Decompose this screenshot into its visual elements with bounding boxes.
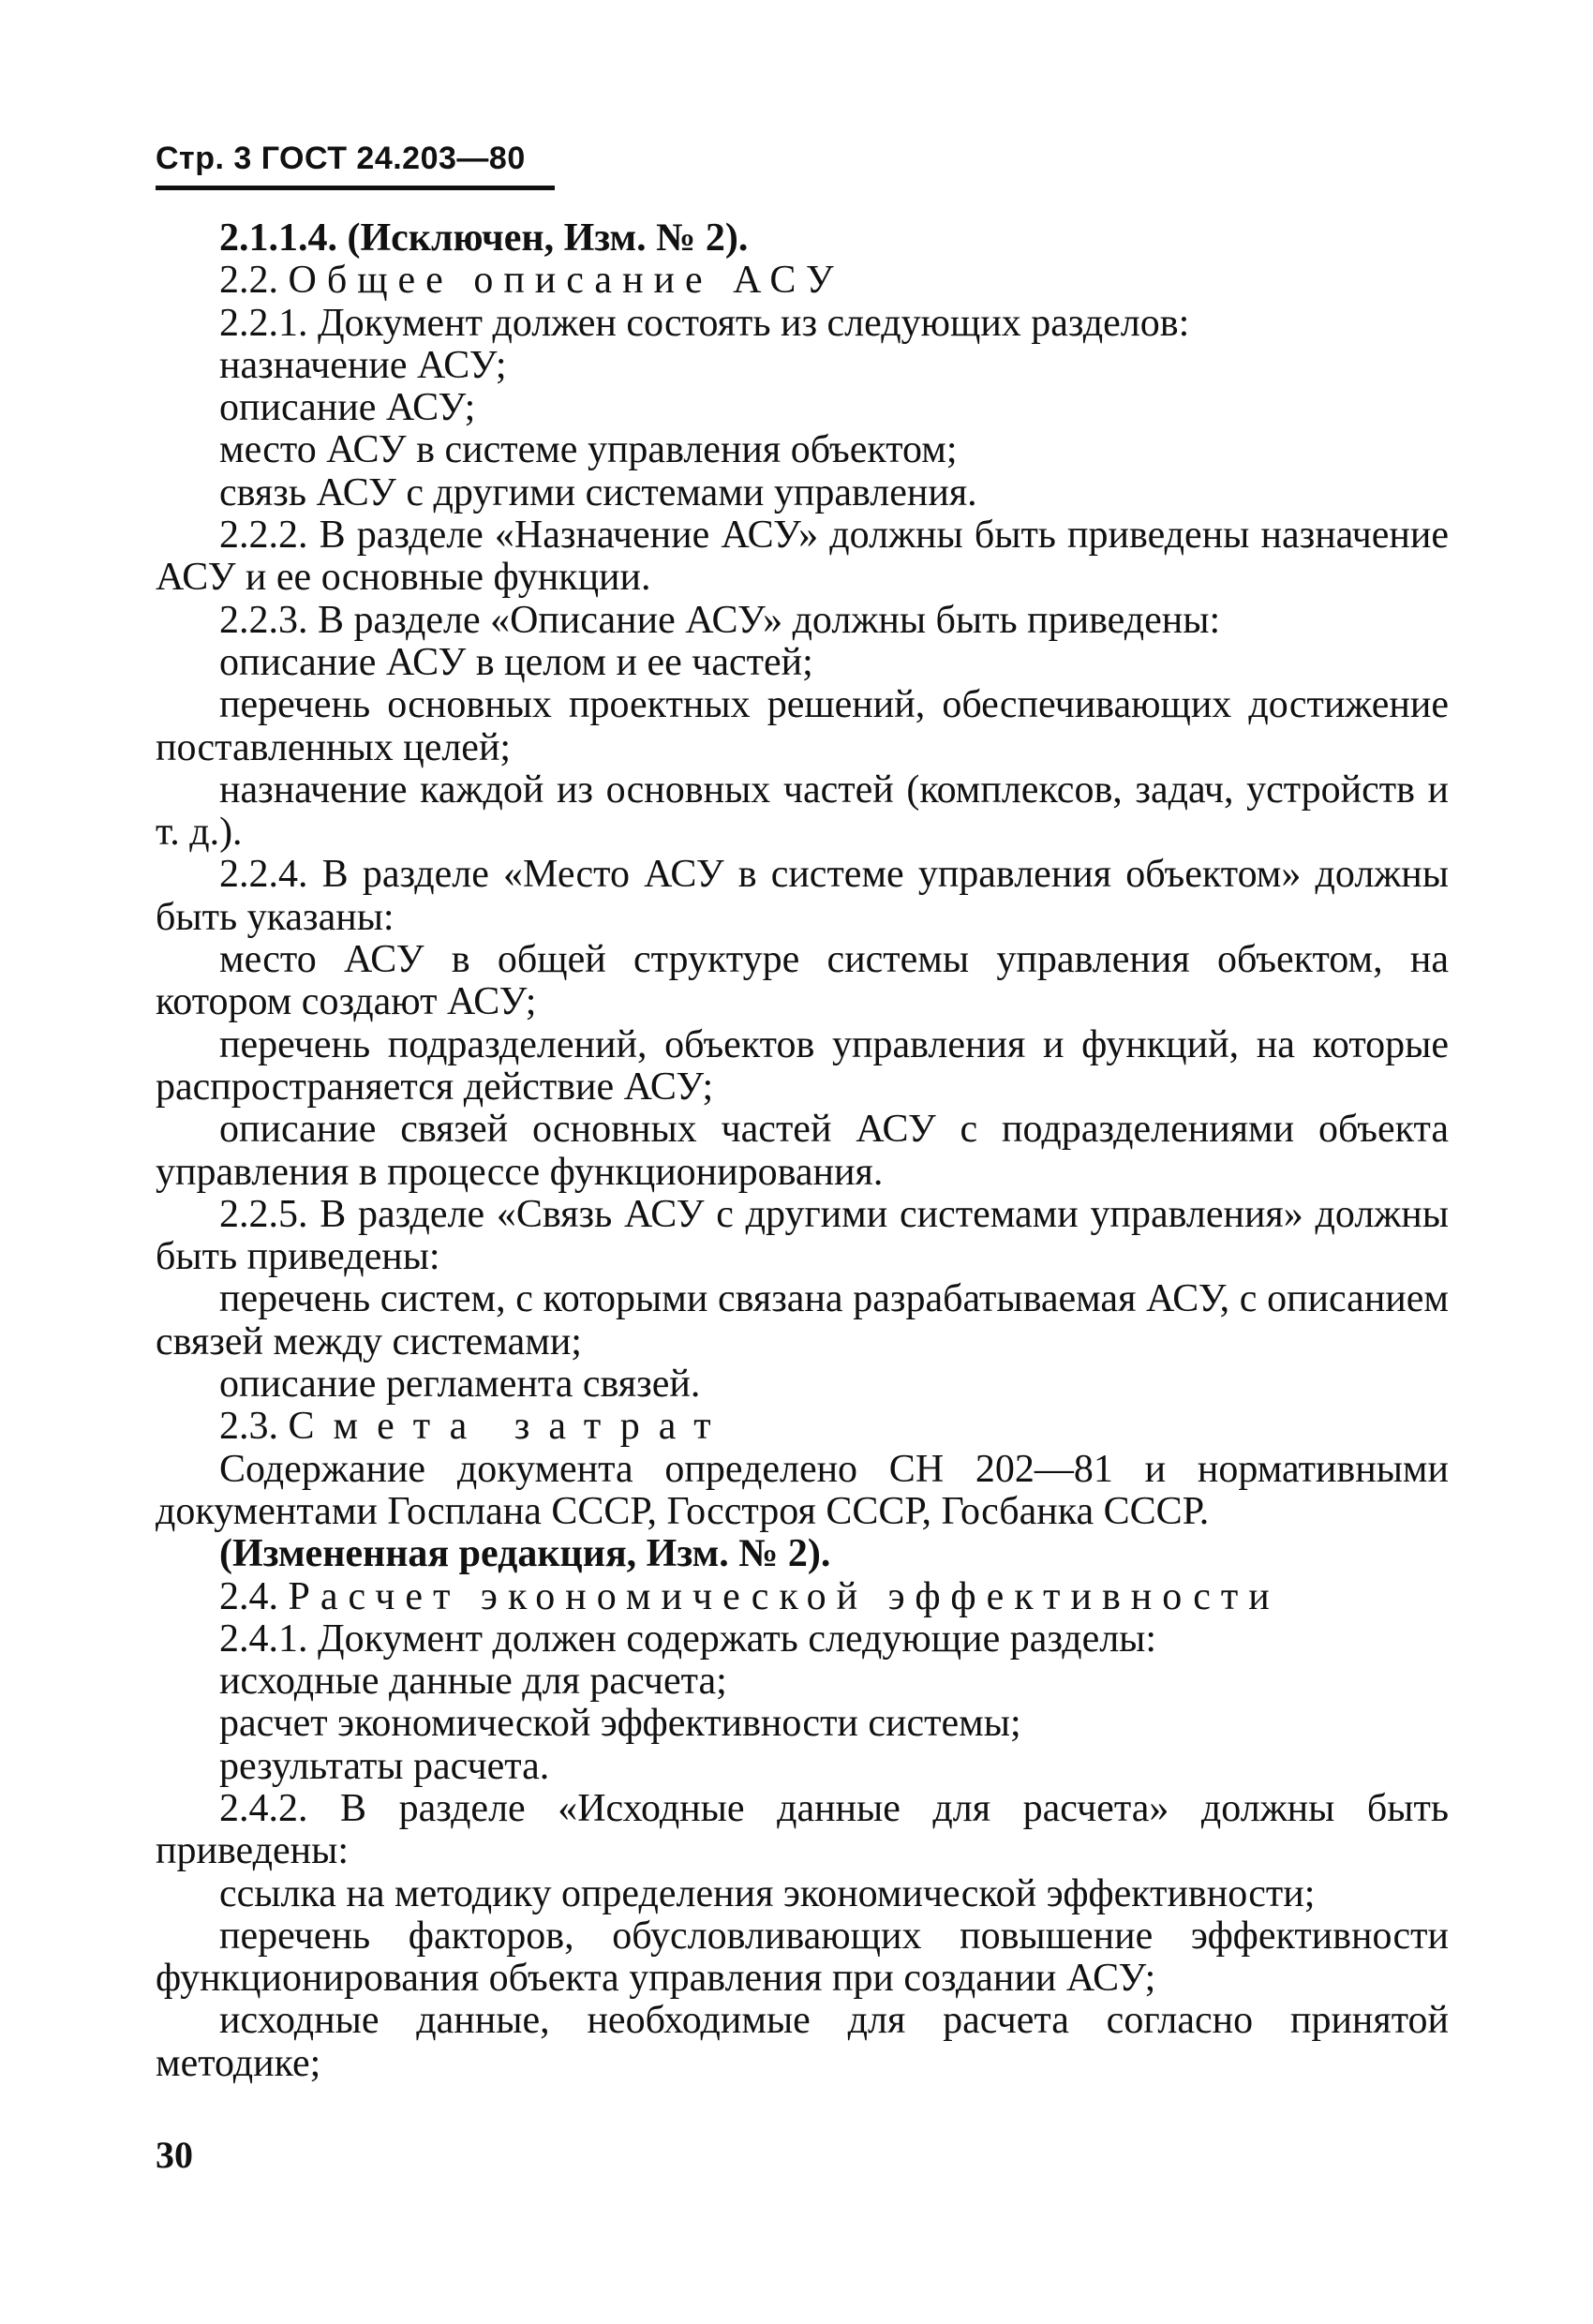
list-item: описание АСУ в целом и ее частей;	[219, 640, 813, 684]
paragraph: 2.2.2. В разделе «Назначение АСУ» должны быть приведены назначение АСУ и ее основные функции.	[156, 514, 1449, 600]
paragraph: 2.2.1. Документ должен состоять из следующих разделов:	[219, 301, 1190, 345]
paragraph: 2.2.3. В разделе «Описание АСУ» должны быть приведены:	[219, 598, 1221, 642]
list-item: место АСУ в системе управления объектом;	[219, 428, 958, 472]
paragraph: 2.4.2. В разделе «Исходные данные для расчета» должны быть приведены:	[156, 1786, 1449, 1873]
running-header: Стр. 3 ГОСТ 24.203—80	[156, 141, 526, 176]
paragraph: 2.2.5. В разделе «Связь АСУ с другими системами управления» должны быть приведены:	[156, 1192, 1449, 1279]
list-item: описание связей основных частей АСУ с подразделениями объекта управления в процессе функционирования.	[156, 1108, 1449, 1194]
list-item: перечень систем, с которыми связана разрабатываемая АСУ, с описанием связей между системами;	[156, 1277, 1449, 1363]
list-item: перечень основных проектных решений, обеспечивающих достижение поставленных целей;	[156, 683, 1449, 769]
paragraph: Содержание документа определено СН 202—81 и нормативными документами Госплана СССР, Госстроя СССР, Госбанка СССР.	[156, 1447, 1449, 1533]
list-item: ссылка на методику определения экономической эффективности;	[219, 1871, 1316, 1915]
list-item: назначение АСУ;	[219, 343, 507, 387]
header-rule	[156, 186, 555, 190]
section-heading-2-3: 2.3. Смета затрат	[219, 1405, 730, 1449]
list-item: перечень факторов, обусловливающих повышение эффективности функционирования объекта управления при создании АСУ;	[156, 1914, 1449, 2001]
list-item: описание АСУ;	[219, 386, 476, 430]
section-heading-2-2: 2.2. Общее описание АСУ	[219, 259, 844, 303]
list-item: назначение каждой из основных частей (комплексов, задач, устройств и т. д.).	[156, 767, 1449, 855]
paragraph: 2.4.1. Документ должен содержать следующие разделы:	[219, 1616, 1157, 1661]
list-item: перечень подразделений, объектов управления и функций, на которые распространяется действие АСУ;	[156, 1022, 1449, 1109]
section-heading-2-4: 2.4. Расчет экономической эффективности	[219, 1574, 1280, 1618]
list-item: исходные данные, необходимые для расчета согласно принятой методике;	[156, 1999, 1449, 2085]
list-item: исходные данные для расчета;	[219, 1660, 727, 1704]
list-item: место АСУ в общей структуре системы управления объектом, на котором создают АСУ;	[156, 938, 1449, 1024]
paragraph-2-1-1-4: 2.1.1.4. (Исключен, Изм. № 2).	[219, 216, 749, 260]
list-item: описание регламента связей.	[219, 1363, 701, 1407]
list-item: связь АСУ с другими системами управления.	[219, 470, 977, 514]
page-number: 30	[156, 2134, 193, 2176]
document-body	[156, 217, 1449, 2085]
list-item: результаты расчета.	[219, 1744, 550, 1788]
list-item: расчет экономической эффективности системы;	[219, 1702, 1021, 1746]
amendment-note: (Измененная редакция, Изм. № 2).	[219, 1532, 831, 1576]
paragraph: 2.2.4. В разделе «Место АСУ в системе управления объектом» должны быть указаны:	[156, 853, 1449, 939]
